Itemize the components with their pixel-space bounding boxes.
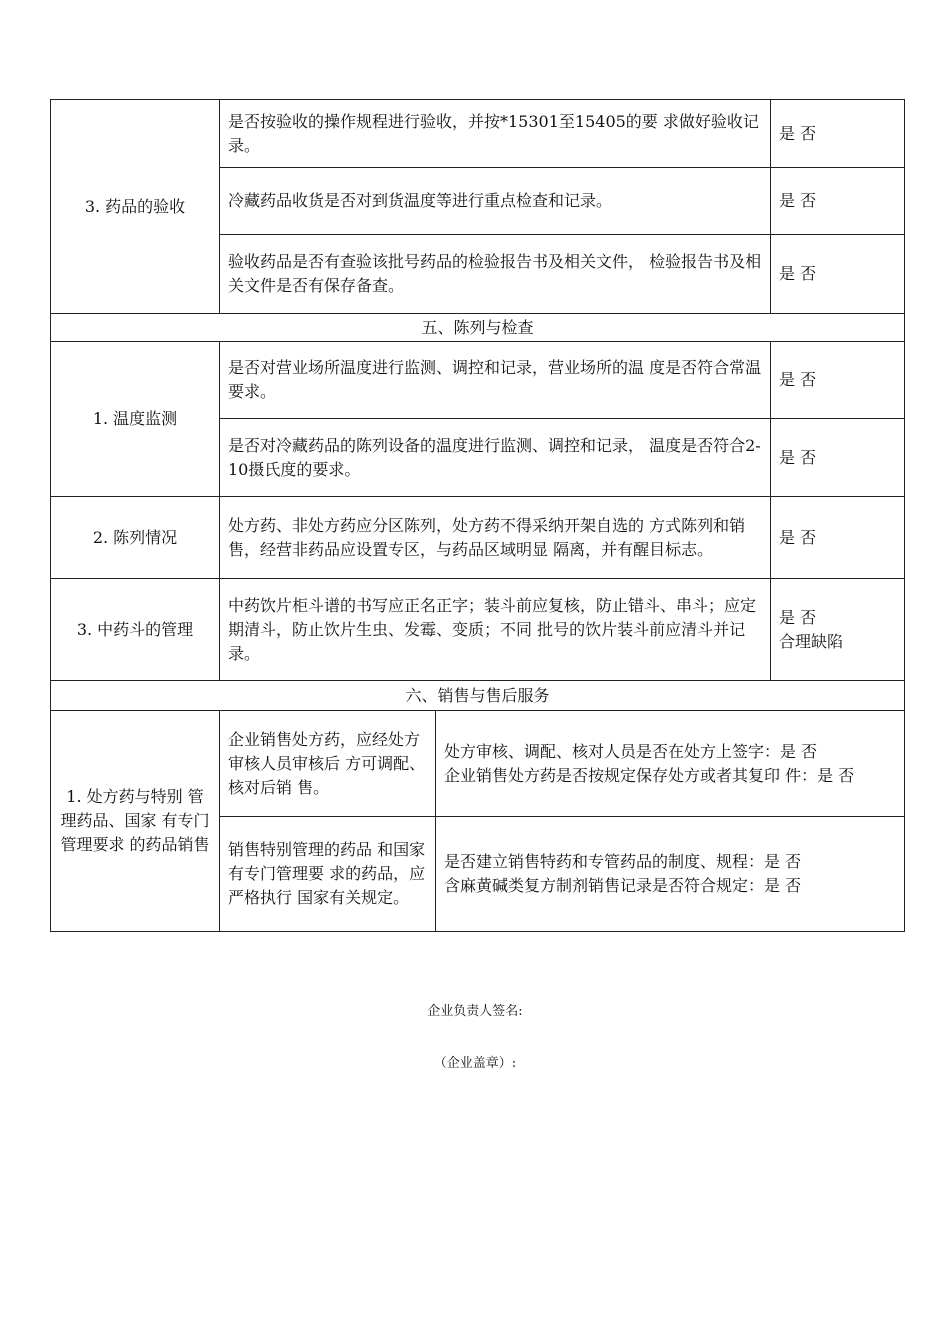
section-title-display-inspection: 五、陈列与检查: [51, 314, 905, 342]
table-row: [51, 100, 905, 168]
check-list-cell: [436, 817, 905, 932]
result-yes-no[interactable]: 是 否: [779, 607, 817, 627]
requirement-cell: 是否对营业场所温度进行监测、调控和记录，营业场所的温 度是否符合常温要求。: [220, 342, 771, 419]
check-item[interactable]: 含麻黄碱类复方制剂销售记录是否符合规定：是 否: [444, 876, 802, 895]
result-yes-no[interactable]: 是 否: [771, 342, 905, 419]
item-display-status: 2. 陈列情况: [51, 497, 220, 579]
section-header-row: [51, 314, 905, 342]
requirement-cell: 是否按验收的操作规程进行验收，并按*15301至15405的要 求做好验收记录。: [220, 100, 771, 168]
result-reasonable-defect[interactable]: 合理缺陷: [779, 631, 844, 651]
requirement-cell: 是否对冷藏药品的陈列设备的温度进行监测、调控和记录， 温度是否符合2-10摄氏度的要求。: [220, 419, 771, 497]
inspection-checklist-table: [50, 99, 905, 932]
check-list-cell: [436, 711, 905, 817]
table-row: [51, 497, 905, 579]
requirement-cell: 处方药、非处方药应分区陈列，处方药不得采纳开架自选的 方式陈列和销售，经营非药品应设置专区，与药品区域明显 隔离，并有醒目标志。: [220, 497, 771, 579]
check-item[interactable]: 处方审核、调配、核对人员是否在处方上签字：是 否: [444, 741, 818, 761]
result-yes-no[interactable]: 是 否: [771, 168, 905, 235]
result-cell: [771, 579, 905, 681]
table-row: [51, 711, 905, 817]
check-item[interactable]: 是否建立销售特药和专管药品的制度、规程：是 否: [444, 852, 802, 871]
result-yes-no[interactable]: 是 否: [771, 419, 905, 497]
requirement-cell: 验收药品是否有查验该批号药品的检验报告书及相关文件， 检验报告书及相关文件是否有保存备查。: [220, 235, 771, 314]
item-drug-acceptance: 3. 药品的验收: [51, 100, 220, 314]
section-title-sales-service: 六、销售与售后服务: [51, 681, 905, 711]
table-row: [51, 579, 905, 681]
company-seal-label: （企业盖章）:: [433, 1056, 517, 1071]
check-item[interactable]: 企业销售处方药是否按规定保存处方或者其复印 件：是 否: [444, 765, 855, 785]
section-header-row: [51, 681, 905, 711]
result-yes-no[interactable]: 是 否: [771, 235, 905, 314]
leader-signature-label: 企业负责人签名:: [427, 1004, 523, 1019]
item-temperature-monitoring: 1. 温度监测: [51, 342, 220, 497]
table-row: [51, 342, 905, 419]
item-herb-drawer-management: 3. 中药斗的管理: [51, 579, 220, 681]
result-yes-no[interactable]: 是 否: [771, 497, 905, 579]
requirement-cell: 企业销售处方药，应经处方审核人员审核后 方可调配、核对后销 售。: [220, 711, 436, 817]
requirement-cell: 销售特别管理的药品 和国家有专门管理要 求的药品，应严格执行 国家有关规定。: [220, 817, 436, 932]
item-prescription-special-drug-sales: 1. 处方药与特别 管理药品、国家 有专门管理要求 的药品销售: [51, 711, 220, 932]
result-yes-no[interactable]: 是 否: [771, 100, 905, 168]
requirement-cell: 冷藏药品收货是否对到货温度等进行重点检查和记录。: [220, 168, 771, 235]
requirement-cell: 中药饮片柜斗谱的书写应正名正字；装斗前应复核，防止错斗、串斗；应定期清斗，防止饮片生虫、发霉、变质；不同 批号的饮片装斗前应清斗并记录。: [220, 579, 771, 681]
